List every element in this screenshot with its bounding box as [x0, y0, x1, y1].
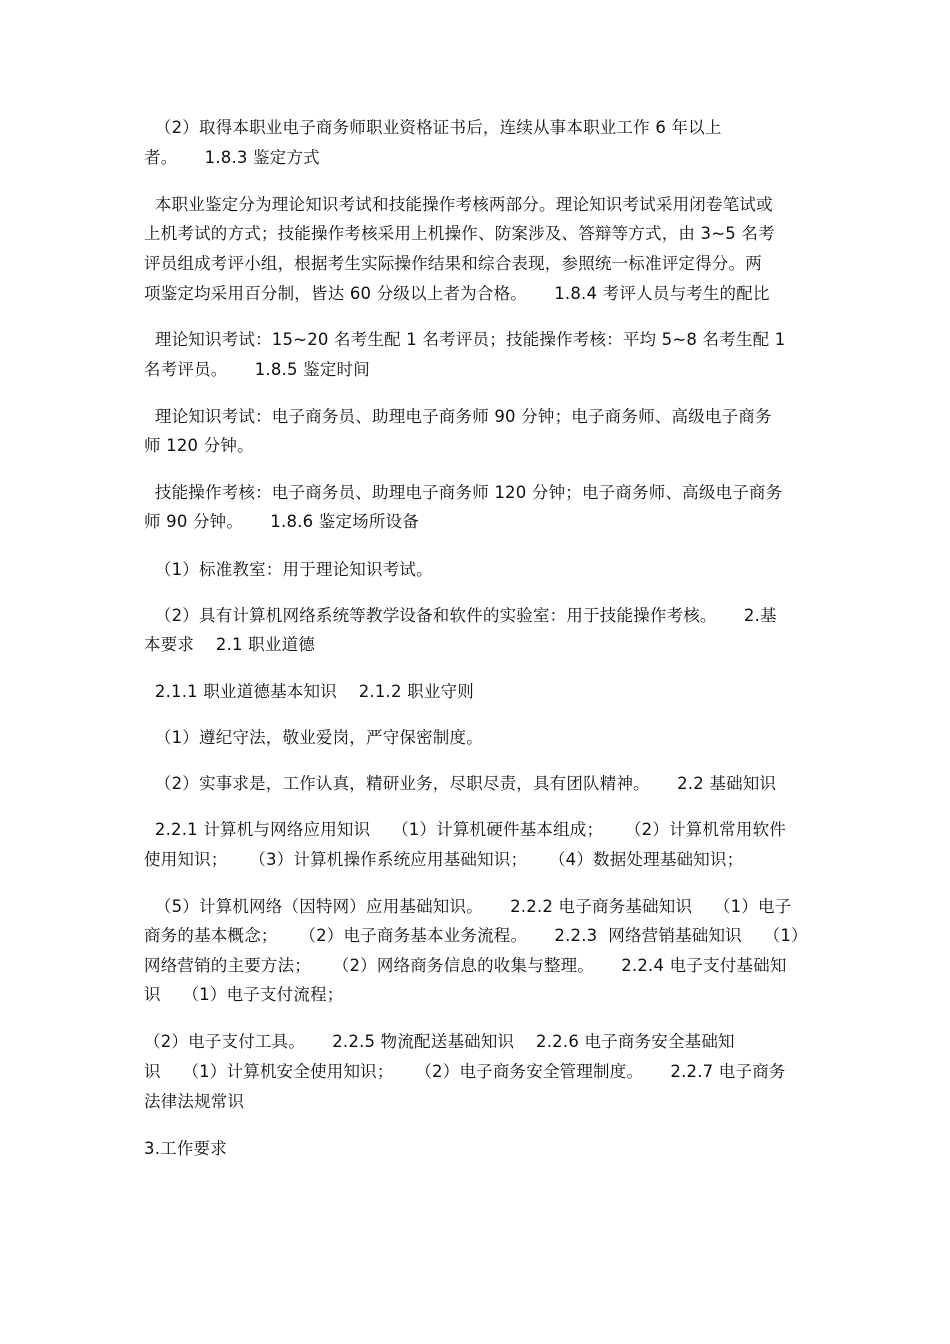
text-line: （2）电子支付工具。 2.2.5 物流配送基础知识 2.2.6 电子商务安全基础知 [144, 1032, 735, 1051]
text-line: （2）取得本职业电子商务师职业资格证书后，连续从事本职业工作 6 年以上 [144, 118, 722, 137]
section-heading: 3.工作要求 [144, 1139, 227, 1158]
text-line: 者。 1.8.3 鉴定方式 [144, 148, 320, 167]
text-line: 师 120 分钟。 [144, 436, 254, 455]
text-line: 本职业鉴定分为理论知识考试和技能操作考核两部分。理论知识考试采用闭卷笔试或 [144, 195, 773, 214]
text-line: 理论知识考试：15~20 名考生配 1 名考评员；技能操作考核：平均 5~8 名考生配 1 [144, 330, 786, 349]
text-line: 本要求 2.1 职业道德 [144, 635, 315, 654]
text-line: 项鉴定均采用百分制，皆达 60 分级以上者为合格。 1.8.4 考评人员与考生的配比 [144, 284, 770, 303]
text-line: 2.1.1 职业道德基本知识 2.1.2 职业守则 [144, 682, 474, 701]
text-line: 使用知识； （3）计算机操作系统应用基础知识； （4）数据处理基础知识； [144, 850, 744, 869]
text-line: 理论知识考试：电子商务员、助理电子商务师 90 分钟；电子商务师、高级电子商务 [144, 407, 772, 426]
text-line: （1）标准教室：用于理论知识考试。 [144, 560, 433, 579]
text-line: 网络营销的主要方法； （2）网络商务信息的收集与整理。 2.2.4 电子支付基础知 [144, 956, 787, 975]
text-line: 2.2.1 计算机与网络应用知识 （1）计算机硬件基本组成； （2）计算机常用软件 [144, 820, 786, 839]
text-line: （2）实事求是，工作认真，精研业务，尽职尽责，具有团队精神。 2.2 基础知识 [144, 774, 777, 793]
text-line: （5）计算机网络（因特网）应用基础知识。 2.2.2 电子商务基础知识 （1）电子 [144, 897, 792, 916]
text-line: 上机考试的方式；技能操作考核采用上机操作、防案涉及、答辩等方式，由 3~5 名考 [144, 224, 775, 243]
text-line: （2）具有计算机网络系统等教学设备和软件的实验室：用于技能操作考核。 2.基 [144, 606, 777, 625]
text-line: 名考评员。 1.8.5 鉴定时间 [144, 360, 370, 379]
text-line: 技能操作考核：电子商务员、助理电子商务师 120 分钟；电子商务师、高级电子商务 [144, 483, 783, 502]
text-line: 商务的基本概念； （2）电子商务基本业务流程。 2.2.3 网络营销基础知识 （1） [144, 926, 808, 945]
text-line: 识 （1）电子支付流程； [144, 985, 344, 1004]
text-line: 识 （1）计算机安全使用知识； （2）电子商务安全管理制度。 2.2.7 电子商务 [144, 1062, 786, 1081]
text-line: 师 90 分钟。 1.8.6 鉴定场所设备 [144, 512, 419, 531]
text-line: （1）遵纪守法，敬业爱岗，严守保密制度。 [144, 728, 483, 747]
text-line: 法律法规常识 [144, 1092, 245, 1111]
text-line: 评员组成考评小组，根据考生实际操作结果和综合表现，参照统一标准评定得分。两 [144, 254, 762, 273]
